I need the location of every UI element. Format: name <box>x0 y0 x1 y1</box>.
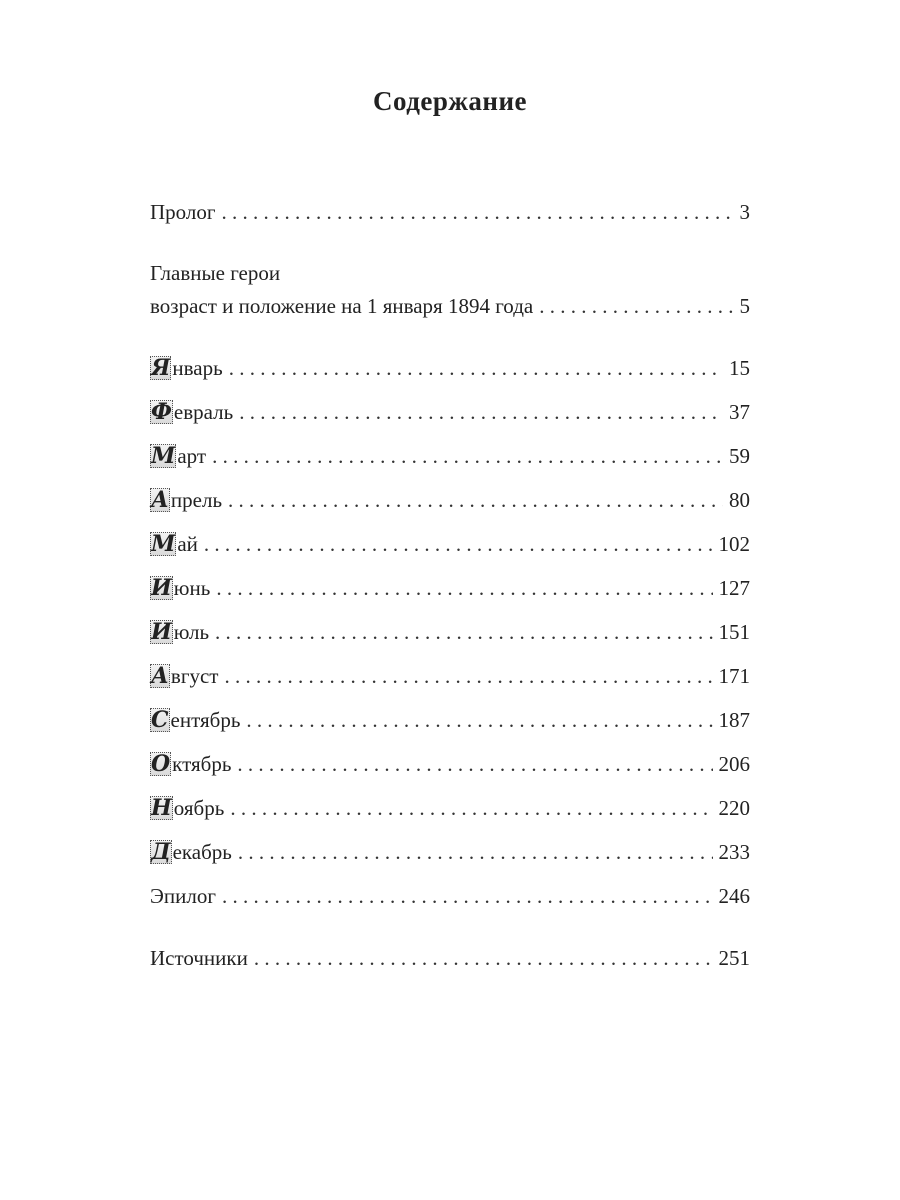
toc-entry-sources[interactable] <box>150 944 750 972</box>
toc-entry-month[interactable] <box>150 838 750 866</box>
toc-page-number: 233 <box>718 840 750 864</box>
toc-entry-label <box>150 662 224 690</box>
decorative-initial: С <box>151 707 169 733</box>
toc-page-number: 246 <box>718 884 750 908</box>
toc-entry-month[interactable] <box>150 750 750 778</box>
dot-leader <box>216 574 712 602</box>
toc-entry-heroes-title[interactable]: Главные герои <box>150 261 281 285</box>
toc-page-number: 171 <box>718 664 750 688</box>
month-name-rest: юнь <box>173 576 211 600</box>
dot-leader <box>246 706 712 734</box>
toc-entry-label <box>150 838 238 866</box>
dot-leader <box>222 882 713 910</box>
toc-entry-label <box>150 706 246 734</box>
toc-page-number: 102 <box>718 532 750 556</box>
toc-page-number: 59 <box>729 444 750 468</box>
decorative-initial: М <box>151 443 176 469</box>
toc-entry-label <box>150 618 215 646</box>
dot-leader <box>212 442 723 470</box>
toc-entry-label <box>150 354 229 382</box>
dot-leader <box>254 944 713 972</box>
toc-entry-label <box>150 398 239 426</box>
toc-page-number: 3 <box>739 200 750 224</box>
toc-entry-label <box>150 794 230 822</box>
toc-entry-month[interactable] <box>150 574 750 602</box>
toc-entry-label <box>150 486 228 514</box>
month-name-rest: арт <box>177 444 207 468</box>
month-name-rest: ай <box>177 532 198 556</box>
toc-entry-label: Эпилог <box>150 884 216 908</box>
decorative-initial: Я <box>151 355 171 381</box>
dot-leader <box>215 618 712 646</box>
toc-entry-label: Пролог <box>150 200 216 224</box>
toc-entry-label <box>150 442 212 470</box>
decorative-initial: И <box>151 619 172 645</box>
toc-page-number: 80 <box>729 488 750 512</box>
dot-leader <box>230 794 712 822</box>
toc-entry-month[interactable] <box>150 794 750 822</box>
decorative-initial: И <box>151 575 172 601</box>
toc-page-number: 206 <box>718 752 750 776</box>
month-name-rest: прель <box>170 488 223 512</box>
toc-entry-month[interactable] <box>150 662 750 690</box>
toc-entry-month[interactable] <box>150 442 750 470</box>
dot-leader <box>539 292 733 320</box>
toc-entry-month[interactable] <box>150 398 750 426</box>
toc-page-number: 127 <box>718 576 750 600</box>
toc-entry-label <box>150 574 216 602</box>
dot-leader <box>204 530 713 558</box>
toc-entry-label <box>150 530 204 558</box>
decorative-initial: Н <box>151 795 172 821</box>
toc-entry-heroes[interactable] <box>150 292 750 320</box>
toc-page-number: 15 <box>729 356 750 380</box>
dot-leader <box>221 198 733 226</box>
decorative-initial: Ф <box>151 399 172 425</box>
toc-entry-month[interactable] <box>150 618 750 646</box>
month-name-rest: вгуст <box>170 664 219 688</box>
dot-leader <box>228 486 723 514</box>
toc-entry-month[interactable] <box>150 354 750 382</box>
toc-entry-month[interactable] <box>150 706 750 734</box>
dot-leader <box>238 838 713 866</box>
decorative-initial: А <box>151 663 169 689</box>
decorative-initial: М <box>151 531 176 557</box>
dot-leader <box>229 354 723 382</box>
toc-page-number: 37 <box>729 400 750 424</box>
toc-entry-prologue[interactable] <box>150 198 750 226</box>
toc-entry-label <box>150 750 237 778</box>
toc-page-number: 5 <box>739 294 750 318</box>
toc-entry-epilogue[interactable] <box>150 882 750 910</box>
toc-page-number: 220 <box>718 796 750 820</box>
month-name-rest: оябрь <box>173 796 225 820</box>
dot-leader <box>239 398 723 426</box>
toc-page-number: 151 <box>718 620 750 644</box>
toc-page-number: 251 <box>718 946 750 970</box>
month-name-rest: екабрь <box>172 840 232 864</box>
toc-entry-label: возраст и положение на 1 января 1894 года <box>150 294 534 318</box>
page-title: Содержание <box>372 86 528 116</box>
month-name-rest: юль <box>173 620 210 644</box>
decorative-initial: Д <box>151 839 171 865</box>
month-name-rest: нварь <box>172 356 223 380</box>
toc-entry-month[interactable] <box>150 486 750 514</box>
decorative-initial: А <box>151 487 169 513</box>
dot-leader <box>237 750 712 778</box>
toc-entry-label: Источники <box>150 946 248 970</box>
month-name-rest: евраль <box>173 400 234 424</box>
month-name-rest: ентябрь <box>170 708 241 732</box>
toc-entry-month[interactable] <box>150 530 750 558</box>
toc-page-number: 187 <box>718 708 750 732</box>
month-name-rest: ктябрь <box>172 752 232 776</box>
decorative-initial: О <box>151 751 171 777</box>
dot-leader <box>224 662 712 690</box>
